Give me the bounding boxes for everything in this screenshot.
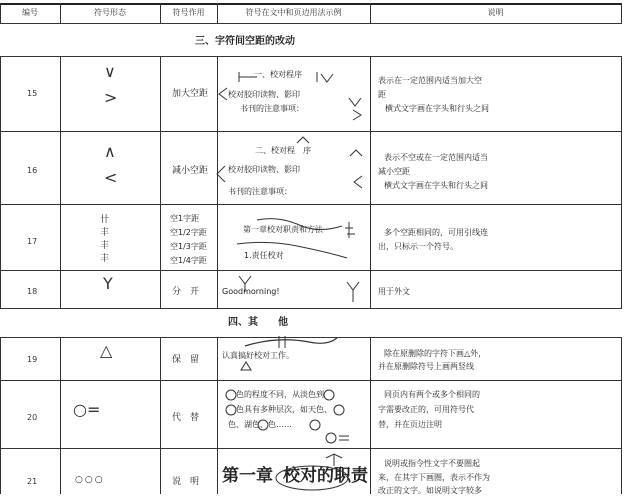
note-text: 距	[378, 90, 386, 99]
reduce-space-symbol: <	[104, 168, 118, 187]
col-rule	[60, 337, 61, 494]
header-shape: 符号形态	[94, 8, 126, 17]
enlarge-space-symbol: >	[104, 88, 118, 107]
col-rule	[370, 56, 371, 308]
function-label: 分 开	[172, 287, 200, 297]
note-text: 除在原删除的字符下画△外，	[384, 349, 487, 358]
note-text: 改正的文字。如说明文字较多	[378, 486, 482, 495]
example-text: 色、湖色、色……	[228, 420, 292, 429]
function-label: 保 留	[172, 355, 200, 365]
proof-mark-enlarge	[217, 60, 370, 130]
note-text: 并在原删除符号上画两竖线	[378, 362, 474, 371]
note-text: 横式文字画在字头和行头之间	[384, 181, 488, 190]
row-number: 15	[27, 89, 38, 98]
col-rule	[0, 56, 1, 308]
row15-bottom-rule	[0, 131, 622, 132]
enlarge-space-symbol: ∨	[104, 62, 116, 81]
section-title: 三、字符间空距的改动	[195, 36, 295, 47]
row-number: 18	[27, 287, 38, 296]
note-text: 多个空距相同的，可用引线连	[384, 228, 488, 237]
example-text: 第一章校对职责和方法	[243, 225, 323, 234]
row16-bottom-rule	[0, 204, 622, 205]
example-text: 1.责任校对	[244, 251, 284, 260]
function-label: 减小空距	[172, 166, 209, 176]
header-number: 编号	[22, 8, 38, 17]
header-bottom-rule	[0, 23, 622, 24]
replace-symbol: ○=	[73, 400, 101, 419]
proof-mark-separate	[217, 272, 370, 308]
note-text: 来，在其字下画圈，表示不作为	[378, 473, 490, 482]
function-label: 空1/3字距	[170, 242, 207, 251]
function-label: 代 替	[172, 413, 200, 423]
col-rule	[160, 337, 161, 494]
function-label: 空1/4字距	[170, 256, 207, 265]
reduce-space-symbol: ∧	[104, 142, 116, 161]
function-label: 说 明	[172, 477, 200, 487]
function-label: 加大空距	[172, 89, 209, 99]
note-text: 出，只标示一个符号。	[378, 242, 458, 251]
separate-symbol: Y	[103, 274, 113, 293]
explain-symbol: ○○○	[75, 475, 105, 485]
note-text: 表示在一定范围内适当加大空	[378, 76, 482, 85]
row-number: 17	[27, 237, 38, 246]
example-text: 书刊的注意事项：	[228, 187, 292, 196]
proof-mark-retain	[217, 330, 370, 380]
example-text: 色的程度不同，从淡色到	[236, 390, 324, 399]
row-number: 16	[27, 166, 38, 175]
example-text: 认真搞好校对工作。	[222, 351, 294, 360]
space-symbol: 丰	[100, 228, 110, 238]
col-rule	[621, 3, 622, 23]
col-rule	[370, 337, 371, 494]
section-title: 四、其 他	[228, 317, 288, 328]
row-number: 21	[27, 477, 38, 486]
note-text: 字需要改正的，可用符号代	[378, 405, 474, 414]
col-rule	[60, 56, 61, 308]
proof-mark-explain	[270, 452, 370, 494]
note-text: 同页内有两个或多个相同的	[384, 390, 480, 399]
col-rule	[621, 337, 622, 494]
space-symbol: 丰	[100, 241, 110, 251]
example-text: 校对胶印读物、影印	[228, 90, 300, 99]
example-title: 校对的职责	[283, 466, 368, 486]
col-rule	[0, 337, 1, 494]
row17-bottom-rule	[0, 270, 622, 271]
col-rule	[160, 56, 161, 308]
section3-rule	[0, 56, 622, 57]
note-text: 表示不空或在一定范围内适当	[384, 153, 488, 162]
note-text: 说明或指令性文字不要圈起	[384, 459, 480, 468]
header-example: 符号在文中和页边用法示例	[245, 8, 342, 17]
example-text: 书刊的注意事项：	[240, 104, 304, 113]
space-symbol: 卄	[100, 215, 110, 225]
header-note: 说明	[487, 8, 504, 17]
proof-mark-reduce	[200, 134, 370, 204]
row-number: 19	[27, 355, 38, 364]
example-text: 校对胶印读物、影印	[228, 165, 300, 174]
retain-symbol: △	[100, 341, 113, 360]
space-symbol: 丰	[100, 254, 110, 264]
row20-bottom-rule	[0, 448, 622, 449]
note-text: 替，并在页边注明	[378, 420, 442, 429]
proof-mark-replace	[217, 382, 370, 448]
example-text: 二、校对程 序	[255, 146, 311, 155]
function-label: 空1/2字距	[170, 228, 207, 237]
example-text: Goodmorning!	[222, 287, 280, 296]
row18-bottom-rule	[0, 308, 622, 309]
row-number: 20	[27, 413, 38, 422]
proof-mark-space	[217, 208, 370, 270]
note-text: 减小空距	[378, 167, 410, 176]
note-text: 横式文字画在字头和行头之间	[385, 104, 489, 113]
note-text: 用于外文	[378, 287, 410, 296]
table-top-rule	[0, 3, 622, 5]
example-text: 色具有多种层次，如天色、	[236, 405, 332, 414]
header-function: 符号作用	[172, 8, 205, 17]
col-rule	[621, 56, 622, 308]
example-text: 一、校对程序	[254, 70, 302, 79]
row19-bottom-rule	[0, 380, 622, 381]
function-label: 空1字距	[170, 214, 200, 223]
example-chapter: 第一章	[222, 466, 273, 486]
